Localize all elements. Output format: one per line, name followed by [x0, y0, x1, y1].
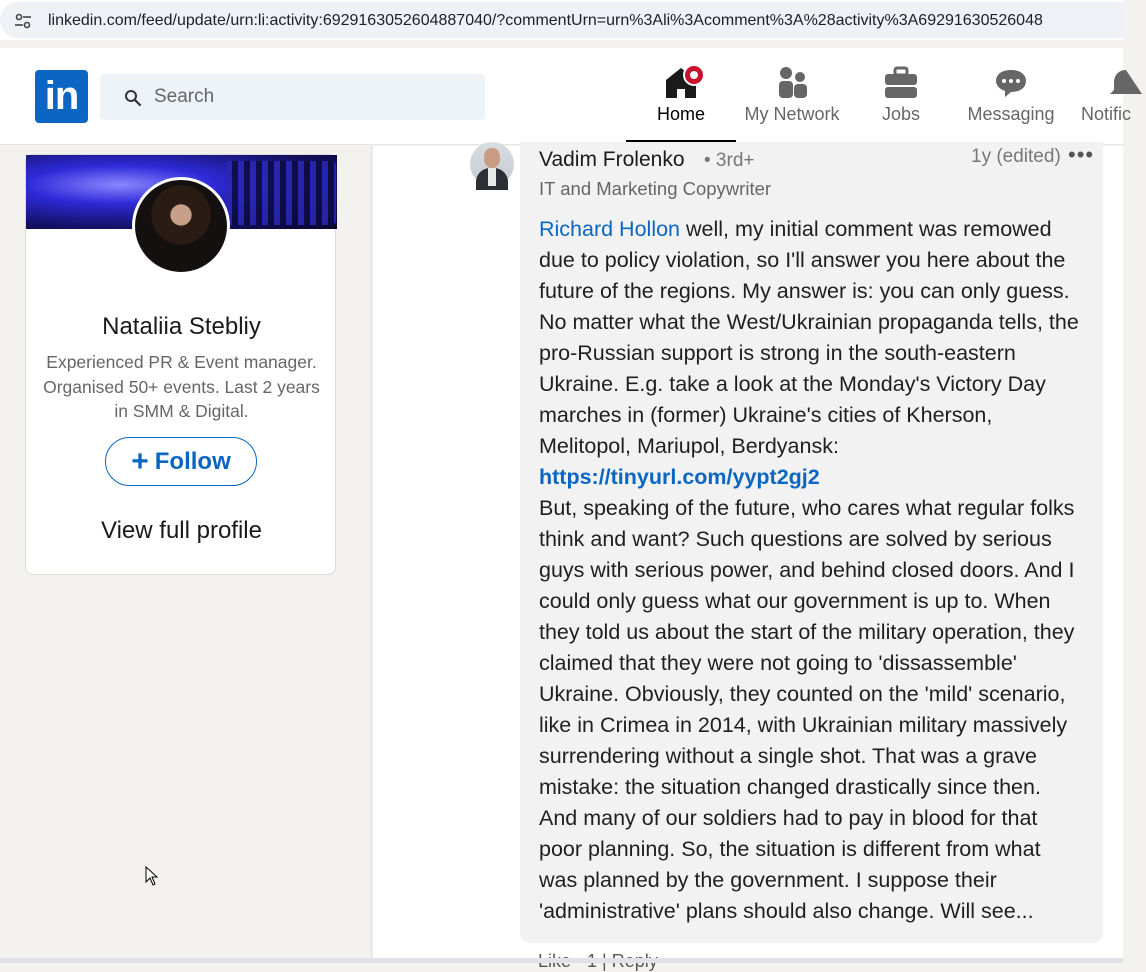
comment-thread: [373, 142, 1123, 963]
nav-jobs-label: Jobs: [881, 104, 921, 124]
bell-icon: [1086, 62, 1126, 102]
linkedin-logo[interactable]: in: [35, 70, 88, 123]
comment-bubble: [520, 142, 1103, 943]
browser-address-bar: [0, 0, 1123, 40]
nav-my-network-label: My Network: [744, 104, 840, 124]
chat-icon: [991, 62, 1031, 102]
comment-text-part1: well, my initial comment was remowed due to policy violation, so I'll answer you here about the future of the regions. My answer is: you can only guess. No matter what the West/Ukrainian propaganda tells, the pro-Russian support is strong in the south-eastern Ukraine. E.g. take a look at the Monday's Victory Day marches in (former) Ukraine's cities of Kherson, Melitopol, Mariupol, Berdyansk:: [539, 217, 1079, 458]
comment-url-link[interactable]: https://tinyurl.com/yypt2gj2: [539, 465, 820, 489]
nav-notifications-label: Notific: [1080, 104, 1131, 124]
search-icon: [124, 89, 142, 107]
more-options-icon[interactable]: •••: [1068, 142, 1095, 167]
people-icon: [772, 62, 812, 102]
comment-text: [539, 214, 1079, 927]
left-column: [0, 146, 372, 963]
profile-avatar[interactable]: [132, 177, 230, 275]
comment-text-part2: But, speaking of the future, who cares what regular folks think and want? Such questions are solved by serious guys with serious power, and behind closed doors. And I could only guess what our government is up to. When they told us about the start of the military operation, they claimed that they were not going to 'dissassemble' Ukraine. Obviously, they counted on the 'mild' scenario, like in Crimea in 2014, with Ukrainian military massively surrendering without a single shot. That was a grave mistake: the situation changed drastically since then. And many of our soldiers had to pay in blood for that poor planning. So, the situation is different from what was planned by the government. I suppose their 'administrative' plans should also change. Will see...: [539, 496, 1075, 923]
nav-messaging-label: Messaging: [967, 104, 1055, 124]
nav-home-label: Home: [656, 104, 705, 124]
profile-headline: Experienced PR & Event manager. Organised 50+ events. Last 2 years in SMM & Digital.: [43, 352, 320, 421]
follow-button-label: Follow: [154, 447, 231, 475]
url-text[interactable]: linkedin.com/feed/update/urn:li:activity:6929163052604887040/?commentUrn=urn%3Ali%3Acomment%3A%28activity%3A69291630526048: [48, 12, 1043, 29]
top-navigation: [0, 48, 1131, 145]
nav-notifications[interactable]: [1066, 62, 1146, 142]
profile-card: [25, 154, 336, 575]
follow-button[interactable]: [105, 437, 257, 486]
briefcase-icon: [881, 62, 921, 102]
view-full-profile-link[interactable]: View full profile: [101, 517, 262, 544]
nav-jobs[interactable]: [866, 62, 936, 142]
profile-name[interactable]: Nataliia Stebliy: [102, 313, 261, 340]
notification-badge: [683, 64, 705, 86]
comment-author-title: IT and Marketing Copywriter: [539, 178, 772, 199]
mouse-cursor-icon: [145, 866, 159, 886]
mention-link[interactable]: Richard Hollon: [539, 217, 681, 241]
comment-timestamp: 1y (edited): [971, 146, 1061, 167]
bottom-edge: [0, 958, 1123, 963]
plus-icon: +: [131, 444, 149, 478]
connection-degree: • 3rd+: [704, 150, 755, 171]
address-bar-field[interactable]: [0, 2, 1123, 38]
search-input[interactable]: [154, 84, 454, 110]
search-box[interactable]: [100, 74, 485, 120]
commenter-avatar[interactable]: [470, 142, 514, 186]
nav-messaging[interactable]: [964, 62, 1058, 142]
nav-my-network[interactable]: [740, 62, 844, 142]
comment-author-name[interactable]: Vadim Frolenko: [539, 148, 685, 171]
nav-home[interactable]: [626, 62, 736, 142]
site-settings-icon[interactable]: [14, 12, 32, 30]
